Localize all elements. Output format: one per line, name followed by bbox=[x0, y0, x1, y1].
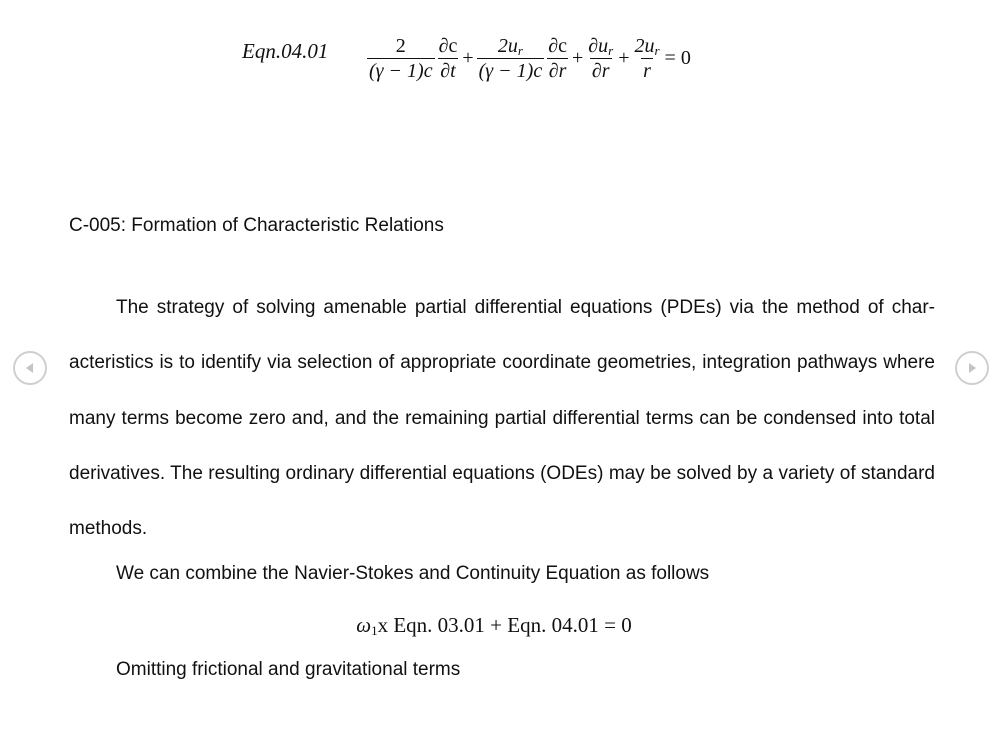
chevron-right-icon bbox=[965, 361, 979, 375]
next-page-button[interactable] bbox=[955, 351, 989, 385]
chevron-left-icon bbox=[23, 361, 37, 375]
fraction-dc-dr: $\frac{\partial c}{\partial r}$ bbox=[548, 34, 567, 82]
fraction-term2: $\frac{2u_r}{(\gamma - 1)c}$ bbox=[478, 34, 543, 82]
equation-04-01 bbox=[0, 28, 1000, 88]
previous-page-button[interactable] bbox=[13, 351, 47, 385]
equation-body: $\frac{2}{(\gamma - 1)c}$ $\frac{\partial c}{\partial t}$ + $\frac{2u_r}{(\gamma - 1)c}$ $\frac{\partial c}{\partial r}$ + $\frac{\partial u_r}{\partial r}$ + $\frac{2u_r}{r}$ = 0 bbox=[369, 34, 691, 82]
fraction-dc-dt: $\frac{\partial c}{\partial t}$ bbox=[438, 34, 458, 82]
body-paragraph: The strategy of solving amenable partial differential equations (PDEs) via the method of char-acteristics is to identify via selection of appropriate coordinate geometries, integration pathways where many terms become zero and, and the remaining partial differential terms can be condensed into total derivatives. The resulting ordinary differential equations (ODEs) may be solved by a variety of standard methods. bbox=[69, 297, 935, 540]
fraction-term4: $\frac{2u_r}{r}$ bbox=[634, 34, 660, 82]
combine-text: We can combine the Navier-Stokes and Continuity Equation as follows bbox=[116, 563, 710, 584]
omit-text: Omitting frictional and gravitational terms bbox=[116, 659, 461, 680]
fraction-term1: $\frac{2}{(\gamma - 1)c}$ bbox=[369, 34, 433, 82]
equation-label: Eqn.04.01 bbox=[242, 39, 329, 63]
combined-equation: $\omega_1x$ Eqn. 03.01 + Eqn. 04.01 = 0 bbox=[356, 613, 632, 638]
section-heading: C-005: Formation of Characteristic Relations bbox=[69, 215, 444, 236]
fraction-dur-dr: $\frac{\partial u_r}{\partial r}$ bbox=[588, 34, 614, 82]
